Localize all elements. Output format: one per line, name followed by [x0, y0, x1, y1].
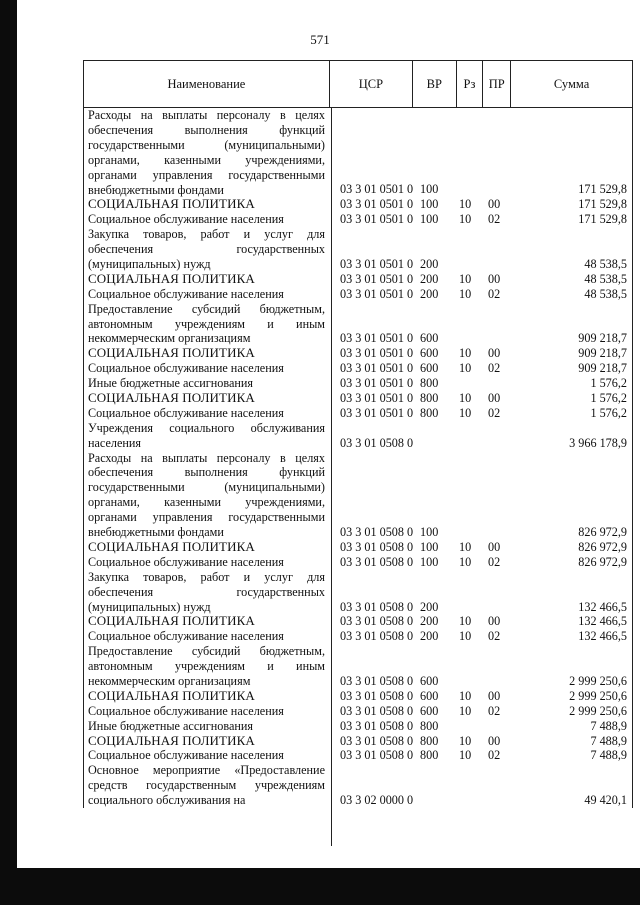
row-sum: 132 466,5	[578, 599, 627, 614]
table-body	[84, 108, 632, 808]
row-sum: 909 218,7	[578, 346, 627, 361]
row-name: СОЦИАЛЬНАЯ ПОЛИТИКА	[88, 613, 255, 629]
row-rz	[457, 108, 483, 197]
row-pr: 00	[488, 346, 501, 361]
row-vr: 100	[420, 539, 439, 554]
column-header-rz: Рз	[457, 61, 484, 107]
row-sum: 1 576,2	[590, 405, 627, 420]
row-pr	[483, 421, 510, 451]
row-rz	[457, 570, 483, 615]
row-vr: 100	[420, 525, 439, 540]
row-name: Основное мероприятие «Предоставление средств государственным учреждениям социального обслуживания на	[88, 763, 325, 808]
table-row	[84, 272, 632, 287]
row-sum: 171 529,8	[578, 182, 627, 197]
row-rz: 10	[459, 346, 472, 361]
table-row	[84, 421, 632, 451]
row-csr: 03 3 01 0501 0	[340, 286, 414, 301]
table-row	[84, 734, 632, 749]
row-sum: 7 488,9	[590, 718, 627, 733]
row-rz: 10	[459, 614, 472, 629]
row-pr: 00	[488, 688, 501, 703]
row-name: Социальное обслуживание населения	[88, 361, 284, 376]
table-row	[84, 212, 632, 227]
row-rz	[457, 376, 483, 391]
row-sum: 2 999 250,6	[569, 688, 627, 703]
row-vr: 600	[420, 346, 439, 361]
row-pr	[483, 376, 510, 391]
column-header-name: Наименование	[84, 61, 330, 107]
row-sum: 826 972,9	[578, 525, 627, 540]
table-row	[84, 689, 632, 704]
page-number: 571	[310, 32, 330, 47]
table-row	[84, 361, 632, 376]
row-csr: 03 3 01 0501 0	[340, 390, 414, 405]
table-row	[84, 540, 632, 555]
row-pr: 02	[488, 361, 501, 376]
row-sum: 1 576,2	[590, 376, 627, 391]
row-sum: 2 999 250,6	[569, 703, 627, 718]
row-name: Закупка товаров, работ и услуг для обеспечения государственных (муниципальных) нужд	[88, 569, 325, 614]
table-header	[84, 61, 632, 108]
row-sum: 49 420,1	[584, 793, 627, 808]
row-sum: 48 538,5	[584, 286, 627, 301]
row-pr: 02	[488, 703, 501, 718]
row-name: Расходы на выплаты персоналу в целях обеспечения выполнения функций государственными (муниципальными) органами, казенными учреждениями, органами управления государственными внебюджетными фондами	[88, 108, 325, 197]
row-rz	[457, 644, 483, 689]
row-pr: 02	[488, 629, 501, 644]
row-vr: 200	[420, 629, 439, 644]
row-csr: 03 3 01 0508 0	[340, 554, 414, 569]
row-csr: 03 3 01 0501 0	[340, 271, 414, 286]
row-vr	[414, 763, 457, 808]
table-row	[84, 287, 632, 302]
row-vr: 800	[420, 376, 439, 391]
row-csr: 03 3 01 0501 0	[340, 331, 414, 346]
row-vr: 600	[420, 688, 439, 703]
row-sum: 909 218,7	[578, 361, 627, 376]
row-pr	[483, 763, 510, 808]
row-pr: 02	[488, 554, 501, 569]
row-name: Предоставление субсидий бюджетным, автономным учреждениям и иным некоммерческим организациям	[88, 644, 325, 689]
table-row	[84, 376, 632, 391]
row-vr: 800	[420, 390, 439, 405]
table-row	[84, 346, 632, 361]
row-rz: 10	[459, 748, 472, 763]
row-pr: 02	[488, 212, 501, 227]
row-pr: 00	[488, 539, 501, 554]
row-rz	[457, 302, 483, 347]
row-csr: 03 3 01 0501 0	[340, 346, 414, 361]
table-row	[84, 555, 632, 570]
row-csr: 03 3 01 0508 0	[340, 525, 414, 540]
row-name: Социальное обслуживание населения	[88, 748, 284, 763]
table-row	[84, 302, 632, 347]
row-rz	[457, 421, 483, 451]
row-name: СОЦИАЛЬНАЯ ПОЛИТИКА	[88, 270, 255, 286]
table-row	[84, 197, 632, 212]
row-csr: 03 3 01 0508 0	[340, 435, 414, 450]
row-pr: 02	[488, 405, 501, 420]
row-name: СОЦИАЛЬНАЯ ПОЛИТИКА	[88, 390, 255, 405]
table-row	[84, 614, 632, 629]
row-name: Расходы на выплаты персоналу в целях обеспечения выполнения функций государственными (муниципальными) органами, казенными учреждениями, органами управления государственными внебюджетными фондами	[88, 450, 325, 540]
row-pr	[483, 227, 510, 272]
row-name: Иные бюджетные ассигнования	[88, 718, 254, 733]
row-csr: 03 3 01 0508 0	[340, 614, 414, 629]
row-rz	[457, 719, 483, 734]
row-csr: 03 3 01 0508 0	[340, 599, 414, 614]
row-vr	[414, 421, 457, 451]
row-name: СОЦИАЛЬНАЯ ПОЛИТИКА	[88, 732, 255, 748]
row-vr: 100	[420, 554, 439, 569]
scan-left-edge	[0, 0, 17, 881]
table-row	[84, 391, 632, 406]
row-vr: 800	[420, 718, 439, 733]
row-name: СОЦИАЛЬНАЯ ПОЛИТИКА	[88, 345, 255, 361]
row-sum: 1 576,2	[590, 390, 627, 405]
row-name: Иные бюджетные ассигнования	[88, 376, 254, 391]
table-row	[84, 629, 632, 644]
row-sum: 48 538,5	[584, 271, 627, 286]
row-name: СОЦИАЛЬНАЯ ПОЛИТИКА	[88, 687, 255, 703]
row-sum: 171 529,8	[578, 212, 627, 227]
row-sum: 826 972,9	[578, 539, 627, 554]
row-rz: 10	[459, 539, 472, 554]
row-rz: 10	[459, 554, 472, 569]
row-csr: 03 3 01 0501 0	[340, 182, 414, 197]
row-sum: 132 466,5	[578, 629, 627, 644]
row-csr: 03 3 01 0508 0	[340, 674, 414, 688]
row-vr: 100	[420, 197, 439, 212]
row-name: Социальное обслуживание населения	[88, 286, 284, 301]
row-vr: 100	[420, 212, 439, 227]
row-csr: 03 3 01 0501 0	[340, 361, 414, 376]
row-name: Социальное обслуживание населения	[88, 554, 284, 569]
table-row	[84, 704, 632, 719]
table-row	[84, 227, 632, 272]
row-vr: 200	[420, 256, 439, 271]
row-csr: 03 3 01 0508 0	[340, 539, 414, 554]
row-vr: 200	[420, 599, 439, 614]
row-csr: 03 3 01 0501 0	[340, 256, 414, 271]
row-rz	[457, 451, 483, 540]
row-name: Закупка товаров, работ и услуг для обеспечения государственных (муниципальных) нужд	[88, 227, 325, 271]
row-sum: 171 529,8	[578, 197, 627, 212]
table-row	[84, 644, 632, 689]
budget-table	[83, 60, 633, 808]
row-rz: 10	[459, 286, 472, 301]
row-pr	[483, 570, 510, 615]
row-name: Социальное обслуживание населения	[88, 703, 284, 718]
row-sum: 2 999 250,6	[569, 674, 627, 688]
row-vr: 800	[420, 748, 439, 763]
row-pr: 02	[488, 286, 501, 301]
row-csr: 03 3 02 0000 0	[340, 793, 414, 808]
column-header-csr: ЦСР	[330, 61, 413, 107]
table-row	[84, 406, 632, 421]
row-vr: 800	[420, 733, 439, 748]
column-divider	[331, 108, 332, 846]
row-rz: 10	[459, 197, 472, 212]
row-csr: 03 3 01 0501 0	[340, 405, 414, 420]
column-header-pr: ПР	[483, 61, 511, 107]
row-name: СОЦИАЛЬНАЯ ПОЛИТИКА	[88, 196, 255, 212]
row-csr: 03 3 01 0508 0	[340, 629, 414, 644]
row-csr: 03 3 01 0508 0	[340, 733, 414, 748]
row-name: Учреждения социального обслуживания населения	[88, 420, 325, 450]
row-pr: 00	[488, 197, 501, 212]
row-rz: 10	[459, 733, 472, 748]
row-pr	[483, 719, 510, 734]
row-name: СОЦИАЛЬНАЯ ПОЛИТИКА	[88, 538, 255, 554]
row-pr: 02	[488, 748, 501, 763]
row-rz	[457, 227, 483, 272]
row-sum: 3 966 178,9	[569, 435, 627, 450]
row-rz: 10	[459, 688, 472, 703]
table-row	[84, 719, 632, 734]
row-vr: 200	[420, 286, 439, 301]
row-vr: 800	[420, 405, 439, 420]
row-pr	[483, 108, 510, 197]
row-csr: 03 3 01 0508 0	[340, 703, 414, 718]
table-row	[84, 748, 632, 763]
row-sum: 826 972,9	[578, 554, 627, 569]
table-row	[84, 763, 632, 808]
row-sum: 909 218,7	[578, 331, 627, 346]
row-csr: 03 3 01 0508 0	[340, 688, 414, 703]
column-header-vr: ВР	[413, 61, 457, 107]
row-pr: 00	[488, 733, 501, 748]
row-vr: 100	[420, 182, 439, 197]
row-pr	[483, 302, 510, 347]
row-rz: 10	[459, 390, 472, 405]
table-row	[84, 570, 632, 615]
table-row	[84, 451, 632, 540]
row-pr	[483, 451, 510, 540]
row-pr: 00	[488, 390, 501, 405]
row-name: Социальное обслуживание населения	[88, 629, 284, 644]
row-rz: 10	[459, 212, 472, 227]
row-vr: 600	[420, 674, 439, 688]
row-sum: 132 466,5	[578, 614, 627, 629]
row-rz: 10	[459, 629, 472, 644]
row-vr: 600	[420, 331, 439, 346]
row-sum: 7 488,9	[590, 748, 627, 763]
row-rz: 10	[459, 271, 472, 286]
row-vr: 200	[420, 614, 439, 629]
row-rz: 10	[459, 405, 472, 420]
row-csr: 03 3 01 0508 0	[340, 718, 414, 733]
row-csr: 03 3 01 0501 0	[340, 212, 414, 227]
column-header-sum: Сумма	[553, 76, 590, 91]
row-rz	[457, 763, 483, 808]
row-vr: 600	[420, 703, 439, 718]
row-pr: 00	[488, 614, 501, 629]
table-row	[84, 108, 632, 197]
row-vr: 600	[420, 361, 439, 376]
scan-bottom-edge	[0, 868, 640, 905]
row-sum: 48 538,5	[584, 256, 627, 271]
row-rz: 10	[459, 703, 472, 718]
row-name: Социальное обслуживание населения	[88, 212, 284, 227]
row-pr	[483, 644, 510, 689]
row-name: Предоставление субсидий бюджетным, автономным учреждениям и иным некоммерческим организациям	[88, 301, 325, 346]
row-name: Социальное обслуживание населения	[88, 405, 284, 420]
row-csr: 03 3 01 0501 0	[340, 197, 414, 212]
row-csr: 03 3 01 0501 0	[340, 376, 414, 391]
row-sum: 7 488,9	[590, 733, 627, 748]
row-csr: 03 3 01 0508 0	[340, 748, 414, 763]
row-vr: 200	[420, 271, 439, 286]
row-rz: 10	[459, 361, 472, 376]
row-pr: 00	[488, 271, 501, 286]
